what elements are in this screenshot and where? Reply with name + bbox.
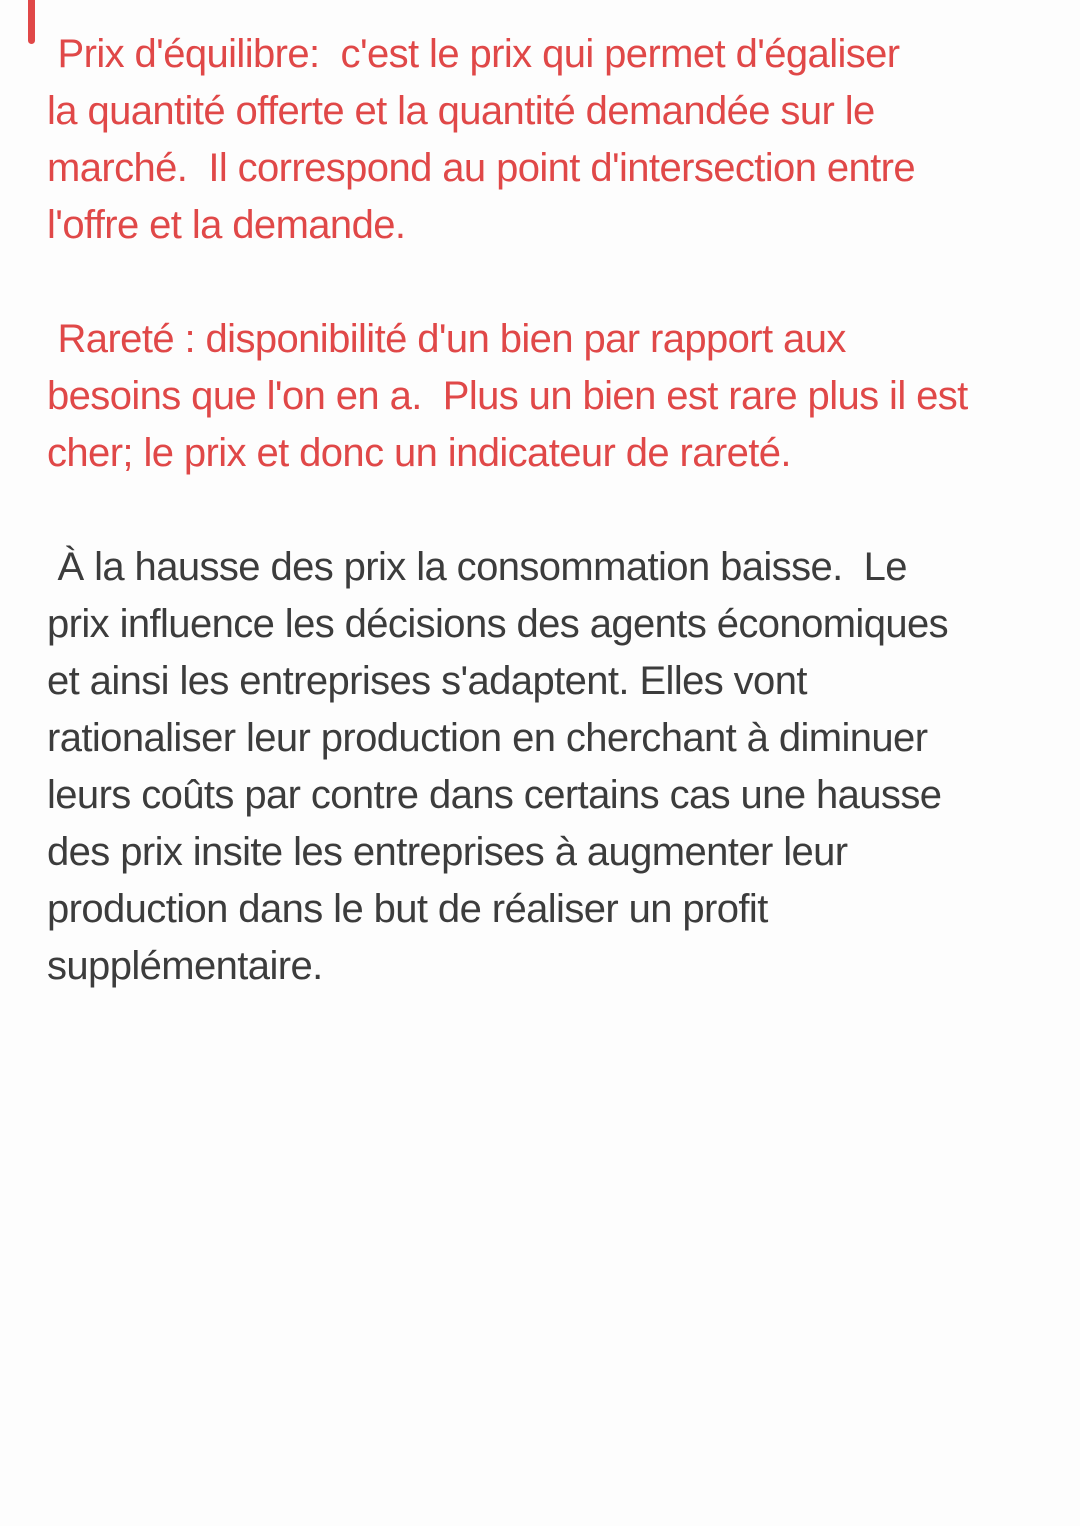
text-line: l'offre et la demande.: [47, 203, 406, 247]
text-line: besoins que l'on en a. Plus un bien est rare plus il est: [47, 374, 968, 418]
text-line: des prix insite les entreprises à augmenter leur: [47, 830, 848, 874]
text-line: Rareté : disponibilité d'un bien par rapport aux: [47, 317, 846, 361]
text-line: Prix d'équilibre: c'est le prix qui permet d'égaliser: [47, 32, 900, 76]
text-line: leurs coûts par contre dans certains cas une hausse: [47, 773, 942, 817]
text-line: À la hausse des prix la consommation baisse. Le: [47, 545, 907, 589]
text-line: production dans le but de réaliser un profit: [47, 887, 768, 931]
paragraph-influence-prix: [47, 539, 1050, 995]
text-line: prix influence les décisions des agents économiques: [47, 602, 949, 646]
text-line: supplémentaire.: [47, 944, 323, 988]
paragraph-prix-equilibre: [47, 26, 1050, 254]
text-line: rationaliser leur production en cherchant à diminuer: [47, 716, 928, 760]
text-line: et ainsi les entreprises s'adaptent. Elles vont: [47, 659, 807, 703]
paragraph-rarete: [47, 311, 1050, 482]
text-line: la quantité offerte et la quantité demandée sur le: [47, 89, 875, 133]
text-line: marché. Il correspond au point d'intersection entre: [47, 146, 916, 190]
red-pen-stroke: [28, 0, 35, 44]
text-line: cher; le prix et donc un indicateur de rareté.: [47, 431, 791, 475]
